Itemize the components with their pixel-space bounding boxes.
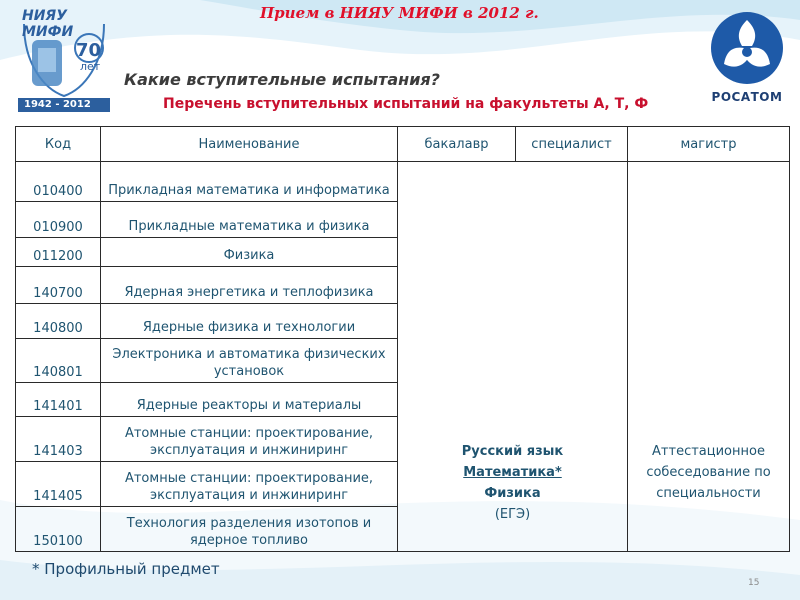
header-specialist: специалист — [516, 127, 628, 162]
row-name: Атомные станции: проектирование, эксплуатация и инжиниринг — [101, 462, 398, 507]
row-code: 140800 — [16, 304, 101, 339]
entrance-exams-table — [15, 126, 790, 552]
header-code: Код — [16, 127, 101, 162]
row-code: 140700 — [16, 267, 101, 304]
master-exam-text: Аттестационное собеседование по специальности — [646, 444, 771, 501]
table-header-row — [16, 127, 790, 162]
header-name: Наименование — [101, 127, 398, 162]
row-code: 010400 — [16, 162, 101, 202]
row-code: 011200 — [16, 238, 101, 267]
row-name: Прикладная математика и информатика — [101, 162, 398, 202]
row-name: Прикладные математика и физика — [101, 202, 398, 238]
table-subtitle: Перечень вступительных испытаний на факультеты А, Т, Ф — [163, 96, 649, 112]
row-code: 150100 — [16, 507, 101, 552]
row-code: 010900 — [16, 202, 101, 238]
slide-question: Какие вступительные испытания? — [124, 70, 440, 89]
row-code: 140801 — [16, 339, 101, 383]
exam-math-profile: Математика* — [463, 465, 562, 480]
row-name: Ядерные физика и технологии — [101, 304, 398, 339]
row-name: Физика — [101, 238, 398, 267]
mephi-logo — [14, 4, 114, 114]
table-row — [16, 162, 790, 202]
mephi-logo-name: НИЯУ МИФИ — [22, 8, 74, 40]
row-name: Ядерная энергетика и теплофизика — [101, 267, 398, 304]
exam-format: (ЕГЭ) — [494, 507, 531, 522]
row-name: Атомные станции: проектирование, эксплуатация и инжиниринг — [101, 417, 398, 462]
page-number: 15 — [748, 578, 760, 588]
row-code: 141405 — [16, 462, 101, 507]
header-master: магистр — [628, 127, 790, 162]
bachelor-specialist-exams — [398, 162, 628, 552]
mephi-years: 1942 - 2012 — [24, 99, 91, 110]
exam-physics: Физика — [484, 486, 541, 501]
exam-russian: Русский язык — [461, 444, 564, 459]
row-name: Технология разделения изотопов и ядерное топливо — [101, 507, 398, 552]
footnote: * Профильный предмет — [32, 560, 220, 578]
rosatom-atom-icon — [700, 6, 794, 90]
row-name: Ядерные реакторы и материалы — [101, 383, 398, 417]
page-title: Прием в НИЯУ МИФИ в 2012 г. — [260, 4, 539, 22]
mephi-years-word: лет — [80, 60, 101, 73]
header-bachelor: бакалавр — [398, 127, 516, 162]
rosatom-wordmark: РОСАТОМ — [711, 90, 783, 104]
master-exam — [628, 162, 790, 552]
row-code: 141403 — [16, 417, 101, 462]
mephi-anniversary-number: 70 — [76, 40, 102, 61]
row-code: 141401 — [16, 383, 101, 417]
row-name: Электроника и автоматика физических установок — [101, 339, 398, 383]
